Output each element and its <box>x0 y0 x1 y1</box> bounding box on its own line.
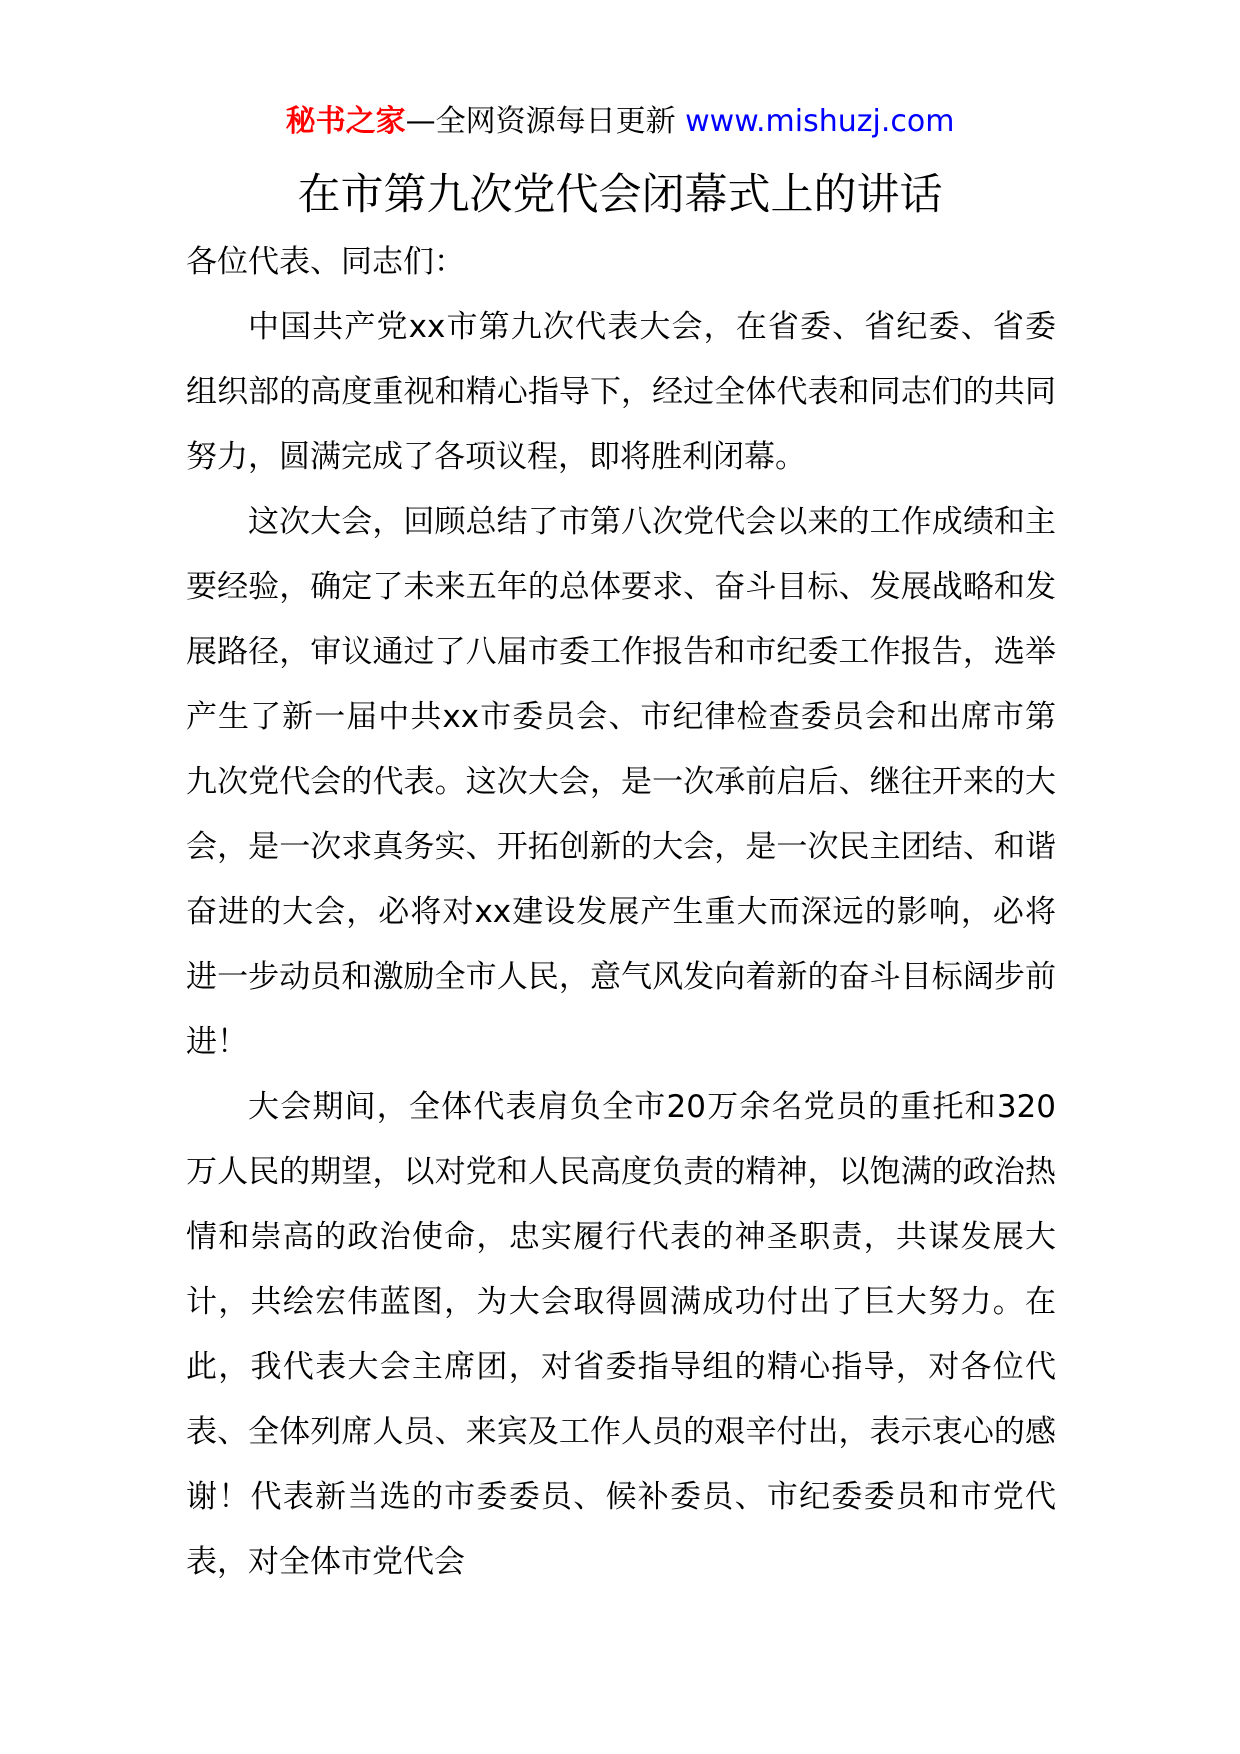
site-header <box>0 100 1240 144</box>
paragraph-1: 中国共产党xx市第九次代表大会，在省委、省纪委、省委组织部的高度重视和精心指导下，经过全体代表和同志们的共同努力，圆满完成了各项议程，即将胜利闭幕。 <box>186 309 1056 475</box>
salutation: 各位代表、同志们： <box>186 244 465 280</box>
site-url-link[interactable]: www.mishuzj.com <box>685 104 955 139</box>
document-title: 在市第九次党代会闭幕式上的讲话 <box>297 170 943 220</box>
site-brand: 秘书之家 <box>285 104 406 139</box>
site-slogan: —全网资源每日更新 <box>405 104 676 139</box>
paragraph-3: 大会期间，全体代表肩负全市20万余名党员的重托和320万人民的期望，以对党和人民高度负责的精神，以饱满的政治热情和崇高的政治使命，忠实履行代表的神圣职责，共谋发展大计，共绘宏伟蓝图，为大会取得圆满成功付出了巨大努力。在此，我代表大会主席团，对省委指导组的精心指导，对各位代表、全体列席人员、来宾及工作人员的艰辛付出，表示衷心的感谢！代表新当选的市委委员、候补委员、市纪委委员和市党代表，对全体市党代会 <box>186 1089 1056 1580</box>
document-body <box>186 230 1056 1595</box>
paragraph-2: 这次大会，回顾总结了市第八次党代会以来的工作成绩和主要经验，确定了未来五年的总体要求、奋斗目标、发展战略和发展路径，审议通过了八届市委工作报告和市纪委工作报告，选举产生了新一届中共xx市委员会、市纪律检查委员会和出席市第九次党代会的代表。这次大会，是一次承前启后、继往开来的大会，是一次求真务实、开拓创新的大会，是一次民主团结、和谐奋进的大会，必将对xx建设发展产生重大而深远的影响，必将进一步动员和激励全市人民，意气风发向着新的奋斗目标阔步前进！ <box>186 504 1056 1060</box>
